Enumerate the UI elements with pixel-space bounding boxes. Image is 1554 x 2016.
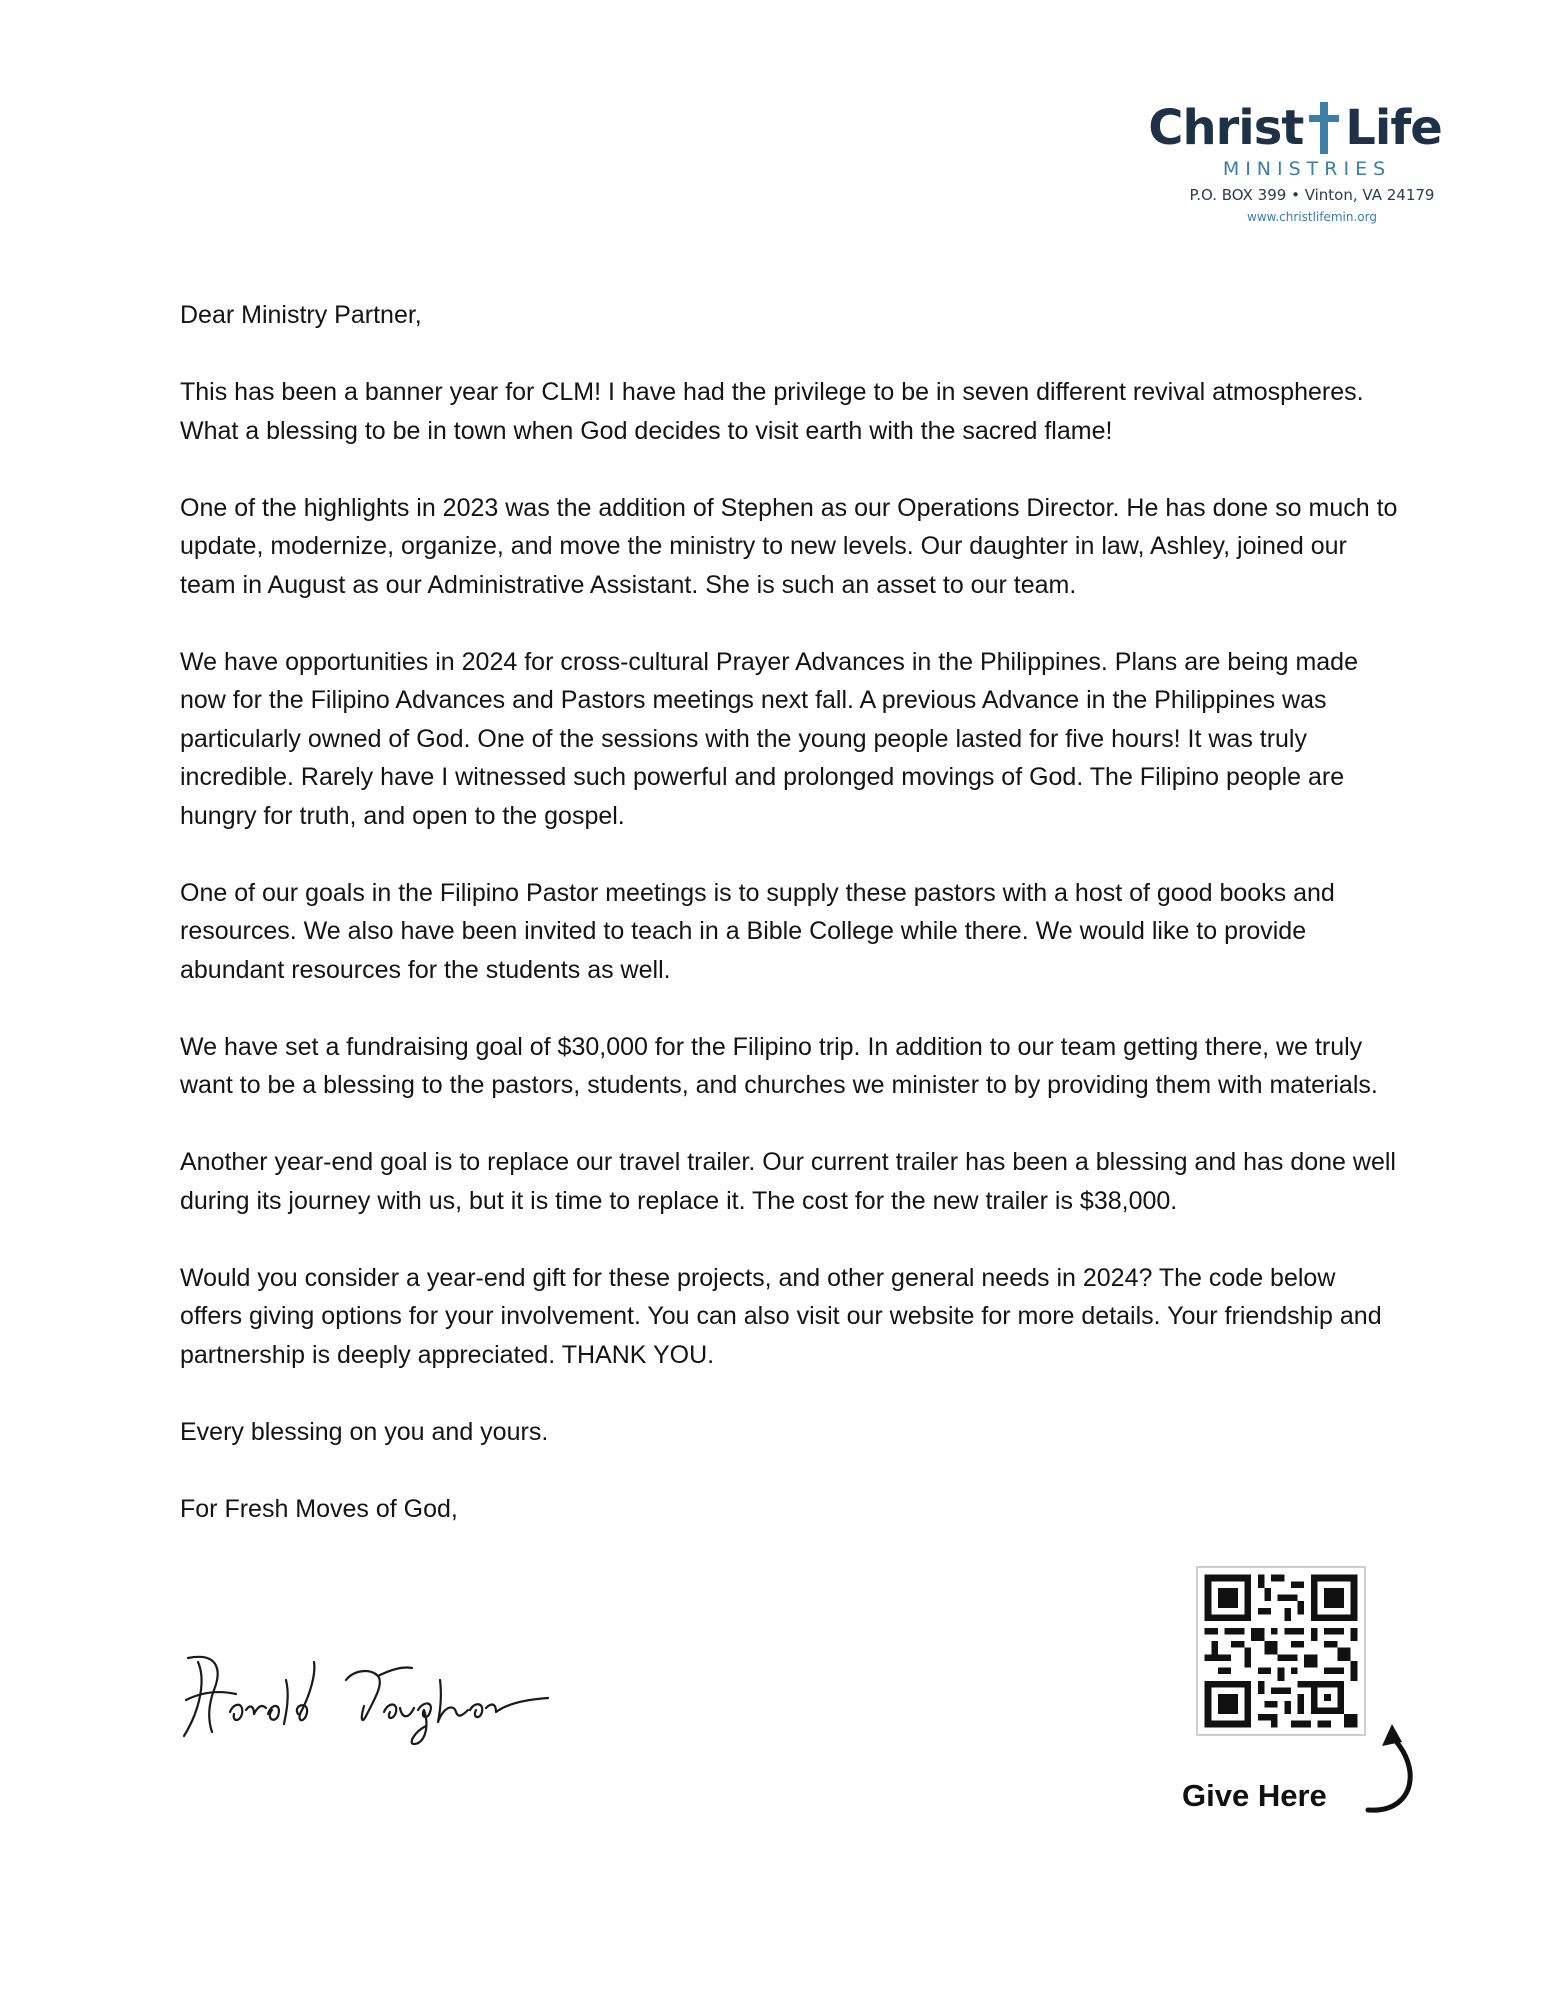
logo-wordmark <box>1130 100 1460 156</box>
paragraph-blessing: Every blessing on you and yours. <box>180 1417 549 1446</box>
logo-name-second: Life <box>1345 100 1442 156</box>
closing: For Fresh Moves of God, <box>180 1494 458 1523</box>
letterhead-address: P.O. BOX 399 • Vinton, VA 24179 <box>1189 186 1435 204</box>
paragraph-appeal: Would you consider a year-end gift for these projects, and other general needs in 2024? The code below offers giving options for your involvement. You can also visit our website for more details. Your friendship and partnership is deeply appreciated. THANK YOU. <box>180 1263 1382 1369</box>
giving-qr-code[interactable] <box>1196 1566 1366 1736</box>
letterhead-website[interactable]: www.christlifemin.org <box>1247 210 1377 224</box>
paragraph-philippines: We have opportunities in 2024 for cross-cultural Prayer Advances in the Philippines. Plans are being made now for the Filipino Advances and Pastors meetings next fall. A previous Advance in the Philippines was particularly owned of God. One of the sessions with the young people lasted for five hours! It was truly incredible. Rarely have I witnessed such powerful and prolonged movings of God. The Filipino people are hungry for truth, and open to the gospel. <box>180 647 1358 830</box>
handwritten-signature <box>178 1640 558 1750</box>
curved-arrow-icon <box>1362 1716 1422 1816</box>
logo-ministries: MINISTRIES <box>1222 158 1392 180</box>
paragraph-trailer: Another year-end goal is to replace our travel trailer. Our current trailer has been a blessing and has done well during its journey with us, but it is time to replace it. The cost for the new trailer is $38,000. <box>180 1148 1396 1215</box>
give-here-label: Give Here <box>1182 1778 1327 1813</box>
salutation: Dear Ministry Partner, <box>180 301 422 329</box>
paragraph-fundraising: We have set a fundraising goal of $30,000 for the Filipino trip. In addition to our team getting there, we truly want to be a blessing to the pastors, students, and churches we minister to by providing them with materials. <box>180 1032 1378 1099</box>
paragraph-highlights: One of the highlights in 2023 was the addition of Stephen as our Operations Director. He has done so much to update, modernize, organize, and move the ministry to new levels. Our daughter in law, Ashley, joined our team in August as our Administrative Assistant. She is such an asset to our team. <box>180 493 1398 599</box>
paragraph-pastor-goals: One of our goals in the Filipino Pastor meetings is to supply these pastors with a host of good books and resources. We also have been invited to teach in a Bible College while there. We would like to provide abundant resources for the students as well. <box>180 878 1335 984</box>
paragraph-banner-year: This has been a banner year for CLM! I have had the privilege to be in seven different revival atmospheres. What a blessing to be in town when God decides to visit earth with the sacred flame! <box>180 378 1364 445</box>
letter-body <box>180 296 1400 1567</box>
ministry-logo <box>1130 100 1460 224</box>
cross-icon <box>1307 102 1341 154</box>
logo-name-first: Christ <box>1148 100 1304 156</box>
